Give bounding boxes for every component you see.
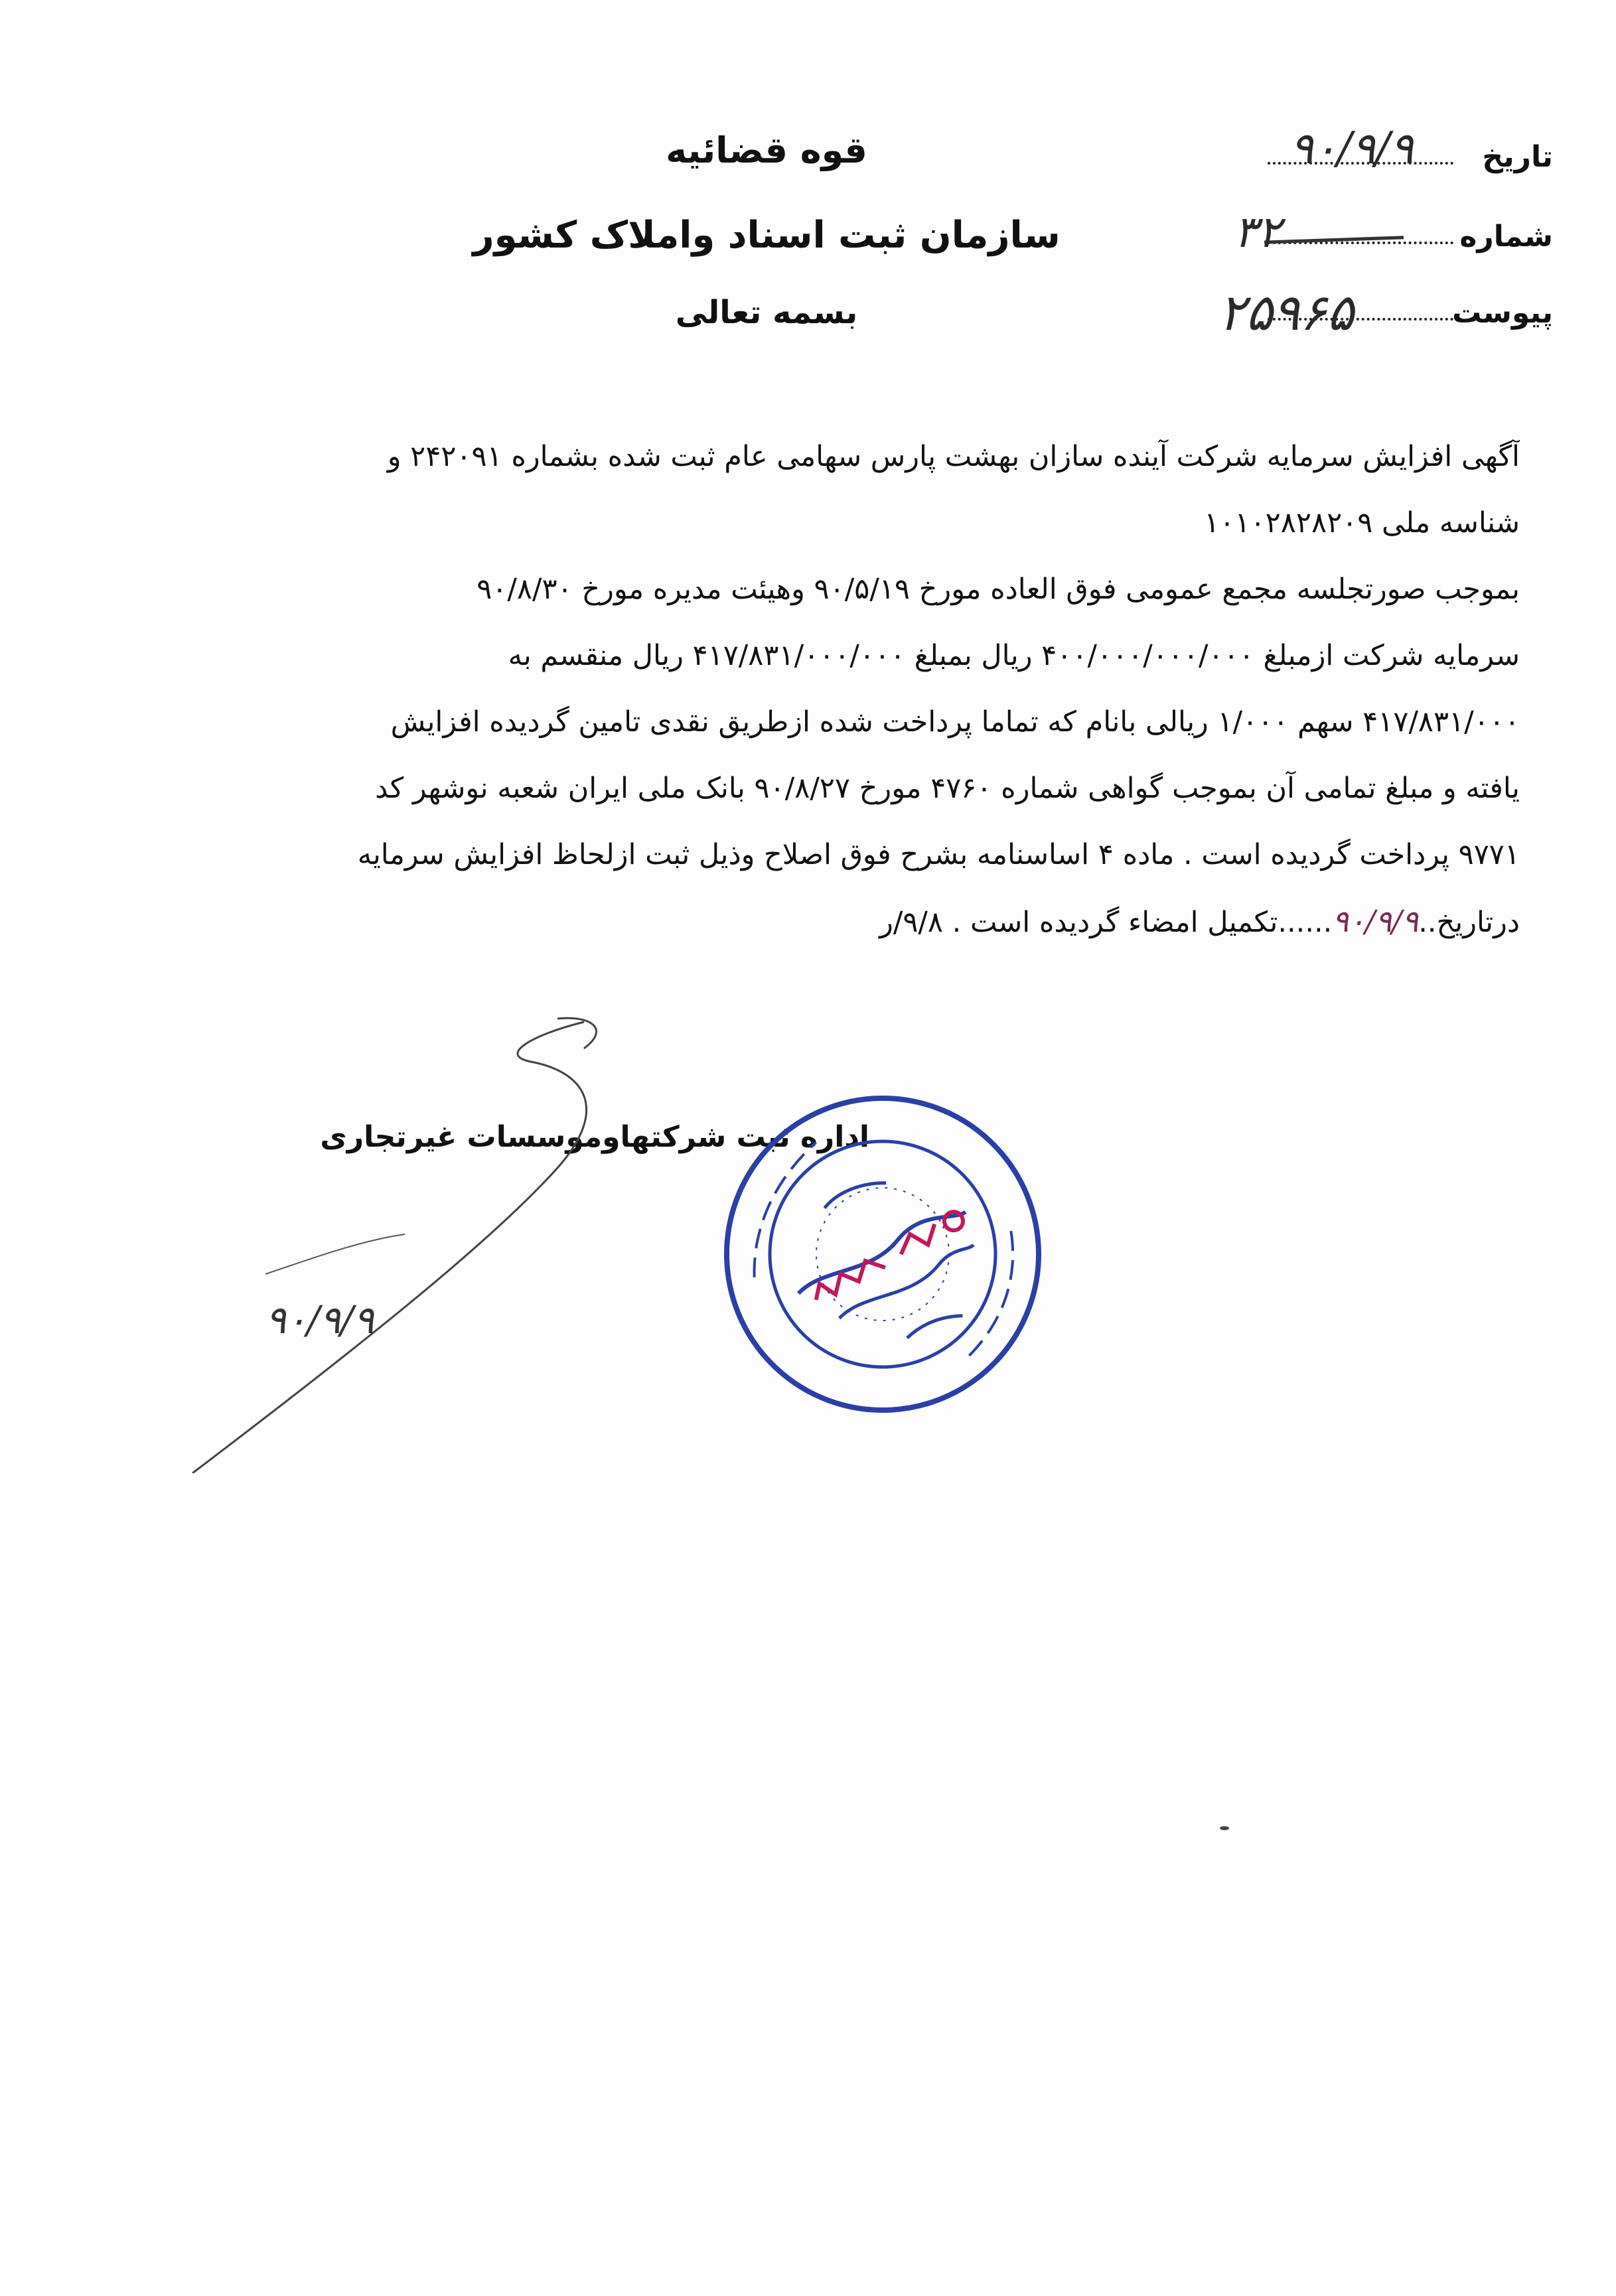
signature-scribble xyxy=(186,1009,664,1473)
last-line-suffix: ......تکمیل امضاء گردیده است . ۹/۸/ر xyxy=(879,906,1333,939)
body-line: یافته و مبلغ تمامی آن بموجب گواهی شماره ۴۷۶۰ مورخ ۹۰/۸/۲۷ بانک ملی ایران شعبه نوشهر کد xyxy=(375,772,1520,805)
body-line: شناسه ملی ۱۰۱۰۲۸۲۸۲۰۹ xyxy=(1204,506,1520,539)
number-value: ۳۲ xyxy=(1234,206,1281,257)
attachment-label: پیوست xyxy=(1452,296,1553,330)
body-line: بموجب صورتجلسه مجمع عمومی فوق العاده مورخ ۹۰/۵/۱۹ وهیئت مدیره مورخ ۹۰/۸/۳۰ xyxy=(477,573,1520,606)
date-label: تاریخ xyxy=(1482,140,1553,174)
body-line: ۹۷۷۱ پرداخت گردیده است . ماده ۴ اساسنامه بشرح فوق اصلاح وذیل ثبت ازلحاظ افزایش سرمایه xyxy=(357,838,1520,871)
signature-date: ۹۰/۹/۹ xyxy=(265,1297,374,1342)
body-line: سرمایه شرکت ازمبلغ ۴۰۰/۰۰۰/۰۰۰/۰۰۰ ریال بمبلغ ۴۱۷/۸۳۱/۰۰۰/۰۰۰ ریال منقسم به xyxy=(508,639,1520,672)
organization-title: سازمان ثبت اسناد واملاک کشور xyxy=(473,214,1061,257)
last-line-handwritten-date: ۹۰/۹/۹ xyxy=(1332,903,1419,939)
attachment-value: ۲۵۹۶۵ xyxy=(1218,283,1354,342)
number-field xyxy=(1181,206,1553,259)
attachment-field xyxy=(1181,282,1553,342)
last-line-prefix: درتاریخ.. xyxy=(1418,906,1520,939)
body-last-line xyxy=(216,888,1520,954)
date-field xyxy=(1181,123,1553,179)
date-value: ۹۰/۹/۹ xyxy=(1289,123,1414,174)
body-line: آگهی افزایش سرمایه شرکت آینده سازان بهشت پارس سهامی عام ثبت شده بشماره ۲۴۲۰۹۱ و xyxy=(387,440,1520,473)
office-name: اداره ثبت شرکتهاوموسسات غیرتجاری xyxy=(320,1120,869,1154)
notice-body xyxy=(216,423,1520,954)
number-label: شماره xyxy=(1459,220,1553,253)
bismillah-heading: بسمه تعالی xyxy=(675,294,858,331)
scan-speck xyxy=(1220,1826,1229,1830)
official-stamp xyxy=(717,1088,1049,1420)
body-line: ۴۱۷/۸۳۱/۰۰۰ سهم ۱/۰۰۰ ریالی بانام که تماما پرداخت شده ازطریق نقدی تامین گردیده افزایش xyxy=(390,705,1520,739)
judiciary-title: قوه قضائیه xyxy=(666,129,867,171)
